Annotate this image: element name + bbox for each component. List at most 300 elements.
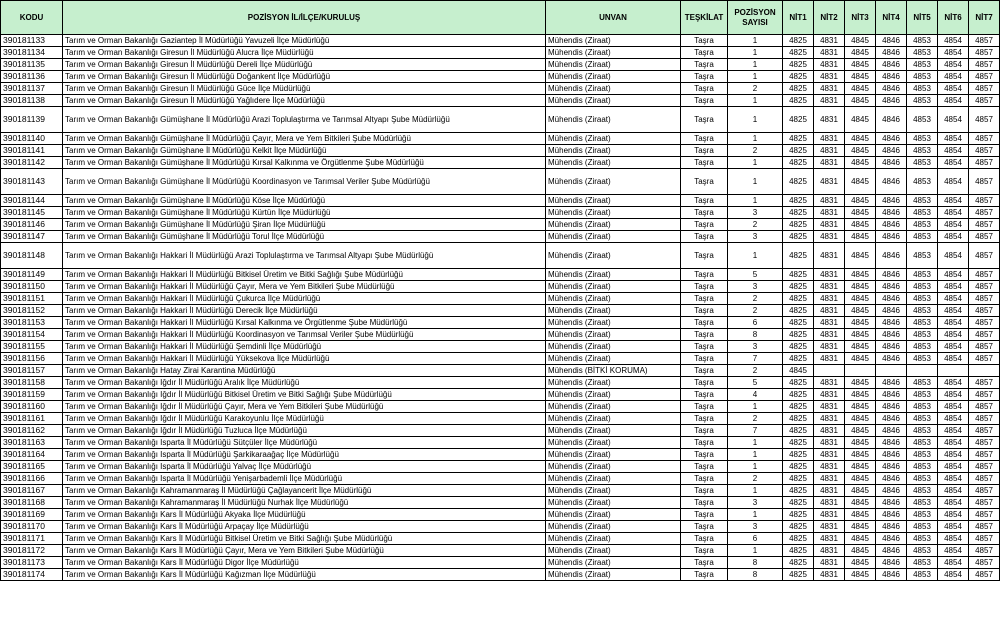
nit3-cell	[845, 365, 876, 377]
kodu-cell: 390181159	[1, 389, 63, 401]
nit3-cell: 4845	[845, 317, 876, 329]
nit6-cell: 4854	[938, 329, 969, 341]
teskilat-cell: Taşra	[681, 107, 728, 133]
nit1-cell: 4825	[783, 545, 814, 557]
header-nit5: NİT5	[907, 1, 938, 35]
table-row	[1, 281, 1000, 293]
nit3-cell: 4845	[845, 485, 876, 497]
pozisyon-cell: Tarım ve Orman Bakanlığı Hakkari İl Müdürlüğü Koordinasyon ve Tarımsal Veriler Şube Müdürlüğü	[63, 329, 546, 341]
table-row	[1, 219, 1000, 231]
teskilat-cell: Taşra	[681, 269, 728, 281]
nit6-cell: 4854	[938, 133, 969, 145]
kodu-cell: 390181161	[1, 413, 63, 425]
nit5-cell: 4853	[907, 231, 938, 243]
kodu-cell: 390181173	[1, 557, 63, 569]
nit2-cell: 4831	[814, 473, 845, 485]
nit1-cell: 4825	[783, 329, 814, 341]
nit6-cell: 4854	[938, 425, 969, 437]
table-row	[1, 145, 1000, 157]
kodu-cell: 390181145	[1, 207, 63, 219]
nit3-cell: 4845	[845, 425, 876, 437]
nit1-cell: 4825	[783, 437, 814, 449]
pozisyon-sayisi-cell: 1	[728, 437, 783, 449]
nit3-cell: 4845	[845, 195, 876, 207]
table-row	[1, 243, 1000, 269]
pozisyon-cell: Tarım ve Orman Bakanlığı Isparta İl Müdürlüğü Şarkikaraağaç İlçe Müdürlüğü	[63, 449, 546, 461]
nit4-cell: 4846	[876, 133, 907, 145]
pozisyon-cell: Tarım ve Orman Bakanlığı Giresun İl Müdürlüğü Güce İlçe Müdürlüğü	[63, 83, 546, 95]
teskilat-cell: Taşra	[681, 95, 728, 107]
table-row	[1, 485, 1000, 497]
pozisyon-cell: Tarım ve Orman Bakanlığı Gümüşhane İl Müdürlüğü Kelkit İlçe Müdürlüğü	[63, 145, 546, 157]
nit5-cell: 4853	[907, 317, 938, 329]
pozisyon-sayisi-cell: 3	[728, 231, 783, 243]
unvan-cell: Mühendis (Ziraat)	[546, 485, 681, 497]
nit7-cell: 4857	[969, 95, 1000, 107]
nit7-cell: 4857	[969, 413, 1000, 425]
nit3-cell: 4845	[845, 389, 876, 401]
nit1-cell: 4825	[783, 569, 814, 581]
nit2-cell: 4831	[814, 461, 845, 473]
nit3-cell: 4845	[845, 557, 876, 569]
pozisyon-sayisi-cell: 1	[728, 485, 783, 497]
pozisyon-sayisi-cell: 1	[728, 71, 783, 83]
nit6-cell: 4854	[938, 569, 969, 581]
unvan-cell: Mühendis (Ziraat)	[546, 231, 681, 243]
unvan-cell: Mühendis (Ziraat)	[546, 305, 681, 317]
pozisyon-cell: Tarım ve Orman Bakanlığı Hakkari İl Müdürlüğü Çayır, Mera ve Yem Bitkileri Şube Müdürlüğü	[63, 281, 546, 293]
pozisyon-cell: Tarım ve Orman Bakanlığı Gümüşhane İl Müdürlüğü Köse İlçe Müdürlüğü	[63, 195, 546, 207]
pozisyon-sayisi-cell: 1	[728, 461, 783, 473]
nit2-cell: 4831	[814, 47, 845, 59]
unvan-cell: Mühendis (Ziraat)	[546, 497, 681, 509]
nit4-cell: 4846	[876, 521, 907, 533]
nit6-cell: 4854	[938, 83, 969, 95]
nit7-cell: 4857	[969, 341, 1000, 353]
unvan-cell: Mühendis (Ziraat)	[546, 269, 681, 281]
nit1-cell: 4825	[783, 95, 814, 107]
nit7-cell: 4857	[969, 231, 1000, 243]
nit5-cell: 4853	[907, 473, 938, 485]
table-row	[1, 401, 1000, 413]
pozisyon-cell: Tarım ve Orman Bakanlığı Gümüşhane İl Müdürlüğü Arazi Toplulaştırma ve Tarımsal Altyapı Şube Müdürlüğü	[63, 107, 546, 133]
nit6-cell: 4854	[938, 485, 969, 497]
nit1-cell: 4825	[783, 219, 814, 231]
nit5-cell: 4853	[907, 145, 938, 157]
pozisyon-sayisi-cell: 1	[728, 169, 783, 195]
nit1-cell: 4825	[783, 401, 814, 413]
nit5-cell: 4853	[907, 107, 938, 133]
nit1-cell: 4825	[783, 133, 814, 145]
nit6-cell: 4854	[938, 353, 969, 365]
nit5-cell: 4853	[907, 219, 938, 231]
header-nit2: NİT2	[814, 1, 845, 35]
nit2-cell: 4831	[814, 35, 845, 47]
unvan-cell: Mühendis (Ziraat)	[546, 353, 681, 365]
pozisyon-cell: Tarım ve Orman Bakanlığı Hakkari İl Müdürlüğü Şemdinli İlçe Müdürlüğü	[63, 341, 546, 353]
unvan-cell: Mühendis (Ziraat)	[546, 107, 681, 133]
nit4-cell: 4846	[876, 353, 907, 365]
kodu-cell: 390181143	[1, 169, 63, 195]
nit2-cell: 4831	[814, 509, 845, 521]
nit1-cell: 4825	[783, 353, 814, 365]
nit1-cell: 4825	[783, 35, 814, 47]
nit5-cell: 4853	[907, 413, 938, 425]
nit2-cell: 4831	[814, 145, 845, 157]
pozisyon-sayisi-cell: 2	[728, 83, 783, 95]
pozisyon-sayisi-cell: 1	[728, 59, 783, 71]
table-row	[1, 497, 1000, 509]
nit5-cell: 4853	[907, 329, 938, 341]
teskilat-cell: Taşra	[681, 71, 728, 83]
nit6-cell: 4854	[938, 219, 969, 231]
kodu-cell: 390181155	[1, 341, 63, 353]
nit7-cell: 4857	[969, 425, 1000, 437]
teskilat-cell: Taşra	[681, 473, 728, 485]
pozisyon-sayisi-cell: 3	[728, 207, 783, 219]
pozisyon-sayisi-cell: 1	[728, 509, 783, 521]
nit4-cell: 4846	[876, 389, 907, 401]
pozisyon-sayisi-cell: 7	[728, 353, 783, 365]
nit7-cell: 4857	[969, 305, 1000, 317]
table-row	[1, 533, 1000, 545]
nit2-cell: 4831	[814, 293, 845, 305]
nit5-cell: 4853	[907, 521, 938, 533]
pozisyon-cell: Tarım ve Orman Bakanlığı Gümüşhane İl Müdürlüğü Koordinasyon ve Tarımsal Veriler Şube Müdürlüğü	[63, 169, 546, 195]
pozisyon-sayisi-cell: 2	[728, 145, 783, 157]
nit2-cell: 4831	[814, 107, 845, 133]
nit5-cell: 4853	[907, 47, 938, 59]
nit7-cell: 4857	[969, 107, 1000, 133]
kodu-cell: 390181140	[1, 133, 63, 145]
nit4-cell: 4846	[876, 509, 907, 521]
nit2-cell: 4831	[814, 269, 845, 281]
nit5-cell: 4853	[907, 497, 938, 509]
nit6-cell: 4854	[938, 169, 969, 195]
pozisyon-cell: Tarım ve Orman Bakanlığı Iğdır İl Müdürlüğü Aralık İlçe Müdürlüğü	[63, 377, 546, 389]
pozisyon-cell: Tarım ve Orman Bakanlığı Hakkari İl Müdürlüğü Yüksekova İlçe Müdürlüğü	[63, 353, 546, 365]
nit3-cell: 4845	[845, 509, 876, 521]
table-row	[1, 329, 1000, 341]
kodu-cell: 390181157	[1, 365, 63, 377]
header-row	[1, 1, 1000, 35]
nit1-cell: 4825	[783, 293, 814, 305]
nit4-cell: 4846	[876, 219, 907, 231]
kodu-cell: 390181142	[1, 157, 63, 169]
teskilat-cell: Taşra	[681, 329, 728, 341]
pozisyon-cell: Tarım ve Orman Bakanlığı Kahramanmaraş İl Müdürlüğü Çağlayancerit İlçe Müdürlüğü	[63, 485, 546, 497]
kodu-cell: 390181154	[1, 329, 63, 341]
nit7-cell: 4857	[969, 533, 1000, 545]
pozisyon-sayisi-cell: 8	[728, 329, 783, 341]
header-unvan: UNVAN	[546, 1, 681, 35]
nit2-cell: 4831	[814, 377, 845, 389]
unvan-cell: Mühendis (Ziraat)	[546, 521, 681, 533]
nit2-cell: 4831	[814, 195, 845, 207]
kodu-cell: 390181141	[1, 145, 63, 157]
nit6-cell: 4854	[938, 389, 969, 401]
kodu-cell: 390181169	[1, 509, 63, 521]
kodu-cell: 390181174	[1, 569, 63, 581]
nit4-cell: 4846	[876, 497, 907, 509]
nit4-cell: 4846	[876, 107, 907, 133]
pozisyon-sayisi-cell: 3	[728, 521, 783, 533]
nit7-cell: 4857	[969, 71, 1000, 83]
table-body	[1, 35, 1000, 581]
nit5-cell: 4853	[907, 95, 938, 107]
pozisyon-cell: Tarım ve Orman Bakanlığı Isparta İl Müdürlüğü Yalvaç İlçe Müdürlüğü	[63, 461, 546, 473]
nit6-cell: 4854	[938, 195, 969, 207]
table-row	[1, 195, 1000, 207]
nit3-cell: 4845	[845, 533, 876, 545]
nit4-cell: 4846	[876, 545, 907, 557]
nit5-cell: 4853	[907, 71, 938, 83]
nit4-cell: 4846	[876, 231, 907, 243]
nit4-cell: 4846	[876, 293, 907, 305]
nit3-cell: 4845	[845, 341, 876, 353]
teskilat-cell: Taşra	[681, 47, 728, 59]
pozisyon-sayisi-cell: 2	[728, 413, 783, 425]
nit3-cell: 4845	[845, 71, 876, 83]
nit3-cell: 4845	[845, 305, 876, 317]
kodu-cell: 390181152	[1, 305, 63, 317]
teskilat-cell: Taşra	[681, 195, 728, 207]
unvan-cell: Mühendis (Ziraat)	[546, 545, 681, 557]
nit5-cell: 4853	[907, 243, 938, 269]
pozisyon-sayisi-cell: 1	[728, 401, 783, 413]
nit6-cell: 4854	[938, 145, 969, 157]
nit3-cell: 4845	[845, 449, 876, 461]
table-row	[1, 557, 1000, 569]
table-row	[1, 521, 1000, 533]
table-row	[1, 425, 1000, 437]
nit7-cell: 4857	[969, 195, 1000, 207]
kodu-cell: 390181156	[1, 353, 63, 365]
nit3-cell: 4845	[845, 437, 876, 449]
nit3-cell: 4845	[845, 47, 876, 59]
nit6-cell: 4854	[938, 533, 969, 545]
nit2-cell: 4831	[814, 425, 845, 437]
unvan-cell: Mühendis (Ziraat)	[546, 243, 681, 269]
nit7-cell: 4857	[969, 401, 1000, 413]
teskilat-cell: Taşra	[681, 485, 728, 497]
nit1-cell: 4825	[783, 305, 814, 317]
kodu-cell: 390181135	[1, 59, 63, 71]
nit2-cell: 4831	[814, 353, 845, 365]
nit6-cell: 4854	[938, 461, 969, 473]
unvan-cell: Mühendis (Ziraat)	[546, 35, 681, 47]
teskilat-cell: Taşra	[681, 437, 728, 449]
nit4-cell: 4846	[876, 425, 907, 437]
nit6-cell: 4854	[938, 341, 969, 353]
nit4-cell: 4846	[876, 195, 907, 207]
nit4-cell: 4846	[876, 169, 907, 195]
header-nit6: NİT6	[938, 1, 969, 35]
pozisyon-cell: Tarım ve Orman Bakanlığı Iğdır İl Müdürlüğü Tuzluca İlçe Müdürlüğü	[63, 425, 546, 437]
unvan-cell: Mühendis (Ziraat)	[546, 557, 681, 569]
nit6-cell: 4854	[938, 231, 969, 243]
nit7-cell: 4857	[969, 83, 1000, 95]
nit5-cell: 4853	[907, 569, 938, 581]
nit4-cell: 4846	[876, 569, 907, 581]
pozisyon-sayisi-cell: 2	[728, 365, 783, 377]
pozisyon-sayisi-cell: 8	[728, 569, 783, 581]
table-row	[1, 47, 1000, 59]
nit3-cell: 4845	[845, 545, 876, 557]
nit5-cell: 4853	[907, 545, 938, 557]
pozisyon-cell: Tarım ve Orman Bakanlığı Isparta İl Müdürlüğü Sütçüler İlçe Müdürlüğü	[63, 437, 546, 449]
teskilat-cell: Taşra	[681, 169, 728, 195]
pozisyon-sayisi-cell: 2	[728, 293, 783, 305]
pozisyon-cell: Tarım ve Orman Bakanlığı Kars İl Müdürlüğü Akyaka İlçe Müdürlüğü	[63, 509, 546, 521]
pozisyon-sayisi-cell: 1	[728, 243, 783, 269]
nit4-cell: 4846	[876, 83, 907, 95]
table-row	[1, 449, 1000, 461]
nit4-cell: 4846	[876, 59, 907, 71]
kodu-cell: 390181136	[1, 71, 63, 83]
nit6-cell: 4854	[938, 47, 969, 59]
unvan-cell: Mühendis (Ziraat)	[546, 377, 681, 389]
kodu-cell: 390181171	[1, 533, 63, 545]
nit5-cell: 4853	[907, 557, 938, 569]
nit1-cell: 4825	[783, 509, 814, 521]
unvan-cell: Mühendis (Ziraat)	[546, 461, 681, 473]
pozisyon-cell: Tarım ve Orman Bakanlığı Kars İl Müdürlüğü Çayır, Mera ve Yem Bitkileri Şube Müdürlüğü	[63, 545, 546, 557]
nit4-cell: 4846	[876, 207, 907, 219]
kodu-cell: 390181146	[1, 219, 63, 231]
pozisyon-cell: Tarım ve Orman Bakanlığı Kahramanmaraş İl Müdürlüğü Nurhak İlçe Müdürlüğü	[63, 497, 546, 509]
table-row	[1, 293, 1000, 305]
nit1-cell: 4825	[783, 169, 814, 195]
pozisyon-cell: Tarım ve Orman Bakanlığı Kars İl Müdürlüğü Kağızman İlçe Müdürlüğü	[63, 569, 546, 581]
nit7-cell: 4857	[969, 557, 1000, 569]
pozisyon-sayisi-cell: 1	[728, 449, 783, 461]
nit5-cell: 4853	[907, 401, 938, 413]
unvan-cell: Mühendis (Ziraat)	[546, 95, 681, 107]
pozisyon-cell: Tarım ve Orman Bakanlığı Iğdır İl Müdürlüğü Karakoyunlu İlçe Müdürlüğü	[63, 413, 546, 425]
nit4-cell: 4846	[876, 449, 907, 461]
nit2-cell: 4831	[814, 521, 845, 533]
nit1-cell: 4825	[783, 521, 814, 533]
teskilat-cell: Taşra	[681, 449, 728, 461]
nit6-cell: 4854	[938, 71, 969, 83]
nit1-cell: 4825	[783, 449, 814, 461]
kodu-cell: 390181138	[1, 95, 63, 107]
nit6-cell: 4854	[938, 413, 969, 425]
pozisyon-cell: Tarım ve Orman Bakanlığı Gümüşhane İl Müdürlüğü Şiran İlçe Müdürlüğü	[63, 219, 546, 231]
teskilat-cell: Taşra	[681, 207, 728, 219]
teskilat-cell: Taşra	[681, 533, 728, 545]
nit2-cell: 4831	[814, 133, 845, 145]
kodu-cell: 390181172	[1, 545, 63, 557]
unvan-cell: Mühendis (Ziraat)	[546, 71, 681, 83]
teskilat-cell: Taşra	[681, 243, 728, 269]
pozisyon-cell: Tarım ve Orman Bakanlığı Gümüşhane İl Müdürlüğü Torul İlçe Müdürlüğü	[63, 231, 546, 243]
nit5-cell: 4853	[907, 389, 938, 401]
nit4-cell: 4846	[876, 557, 907, 569]
nit3-cell: 4845	[845, 461, 876, 473]
header-pozisyon: POZİSYON İL/İLÇE/KURULUŞ	[63, 1, 546, 35]
nit4-cell: 4846	[876, 485, 907, 497]
nit2-cell: 4831	[814, 485, 845, 497]
pozisyon-sayisi-cell: 2	[728, 219, 783, 231]
header-nit1: NİT1	[783, 1, 814, 35]
table-row	[1, 437, 1000, 449]
teskilat-cell: Taşra	[681, 461, 728, 473]
unvan-cell: Mühendis (Ziraat)	[546, 317, 681, 329]
teskilat-cell: Taşra	[681, 365, 728, 377]
kodu-cell: 390181160	[1, 401, 63, 413]
pozisyon-sayisi-cell: 3	[728, 497, 783, 509]
teskilat-cell: Taşra	[681, 521, 728, 533]
table-row	[1, 107, 1000, 133]
nit5-cell: 4853	[907, 437, 938, 449]
kodu-cell: 390181151	[1, 293, 63, 305]
table-row	[1, 35, 1000, 47]
nit6-cell: 4854	[938, 157, 969, 169]
nit7-cell: 4857	[969, 145, 1000, 157]
kodu-cell: 390181158	[1, 377, 63, 389]
pozisyon-sayisi-cell: 1	[728, 195, 783, 207]
nit1-cell: 4825	[783, 497, 814, 509]
pozisyon-sayisi-cell: 6	[728, 317, 783, 329]
nit7-cell: 4857	[969, 317, 1000, 329]
pozisyon-sayisi-cell: 1	[728, 157, 783, 169]
nit7-cell: 4857	[969, 449, 1000, 461]
nit6-cell: 4854	[938, 35, 969, 47]
nit6-cell: 4854	[938, 95, 969, 107]
nit1-cell: 4825	[783, 425, 814, 437]
teskilat-cell: Taşra	[681, 145, 728, 157]
pozisyon-cell: Tarım ve Orman Bakanlığı Isparta İl Müdürlüğü Yenişarbademli İlçe Müdürlüğü	[63, 473, 546, 485]
teskilat-cell: Taşra	[681, 401, 728, 413]
nit7-cell: 4857	[969, 521, 1000, 533]
unvan-cell: Mühendis (BİTKİ KORUMA)	[546, 365, 681, 377]
nit7-cell: 4857	[969, 157, 1000, 169]
nit2-cell: 4831	[814, 231, 845, 243]
pozisyon-sayisi-cell: 3	[728, 341, 783, 353]
nit5-cell: 4853	[907, 59, 938, 71]
nit5-cell: 4853	[907, 169, 938, 195]
table-row	[1, 207, 1000, 219]
table-row	[1, 133, 1000, 145]
pozisyon-sayisi-cell: 5	[728, 269, 783, 281]
unvan-cell: Mühendis (Ziraat)	[546, 473, 681, 485]
unvan-cell: Mühendis (Ziraat)	[546, 401, 681, 413]
nit6-cell: 4854	[938, 207, 969, 219]
nit3-cell: 4845	[845, 95, 876, 107]
pozisyon-cell: Tarım ve Orman Bakanlığı Gümüşhane İl Müdürlüğü Kırsal Kalkınma ve Örgütlenme Şube Müdürlüğü	[63, 157, 546, 169]
nit4-cell: 4846	[876, 401, 907, 413]
kodu-cell: 390181149	[1, 269, 63, 281]
nit6-cell: 4854	[938, 473, 969, 485]
nit5-cell: 4853	[907, 341, 938, 353]
nit4-cell: 4846	[876, 305, 907, 317]
nit5-cell: 4853	[907, 269, 938, 281]
nit2-cell: 4831	[814, 157, 845, 169]
nit1-cell: 4825	[783, 243, 814, 269]
nit3-cell: 4845	[845, 521, 876, 533]
nit2-cell: 4831	[814, 437, 845, 449]
nit6-cell: 4854	[938, 317, 969, 329]
pozisyon-sayisi-cell: 6	[728, 533, 783, 545]
nit5-cell: 4853	[907, 133, 938, 145]
unvan-cell: Mühendis (Ziraat)	[546, 47, 681, 59]
pozisyon-sayisi-cell: 4	[728, 389, 783, 401]
nit4-cell: 4846	[876, 533, 907, 545]
nit5-cell: 4853	[907, 533, 938, 545]
nit2-cell: 4831	[814, 83, 845, 95]
